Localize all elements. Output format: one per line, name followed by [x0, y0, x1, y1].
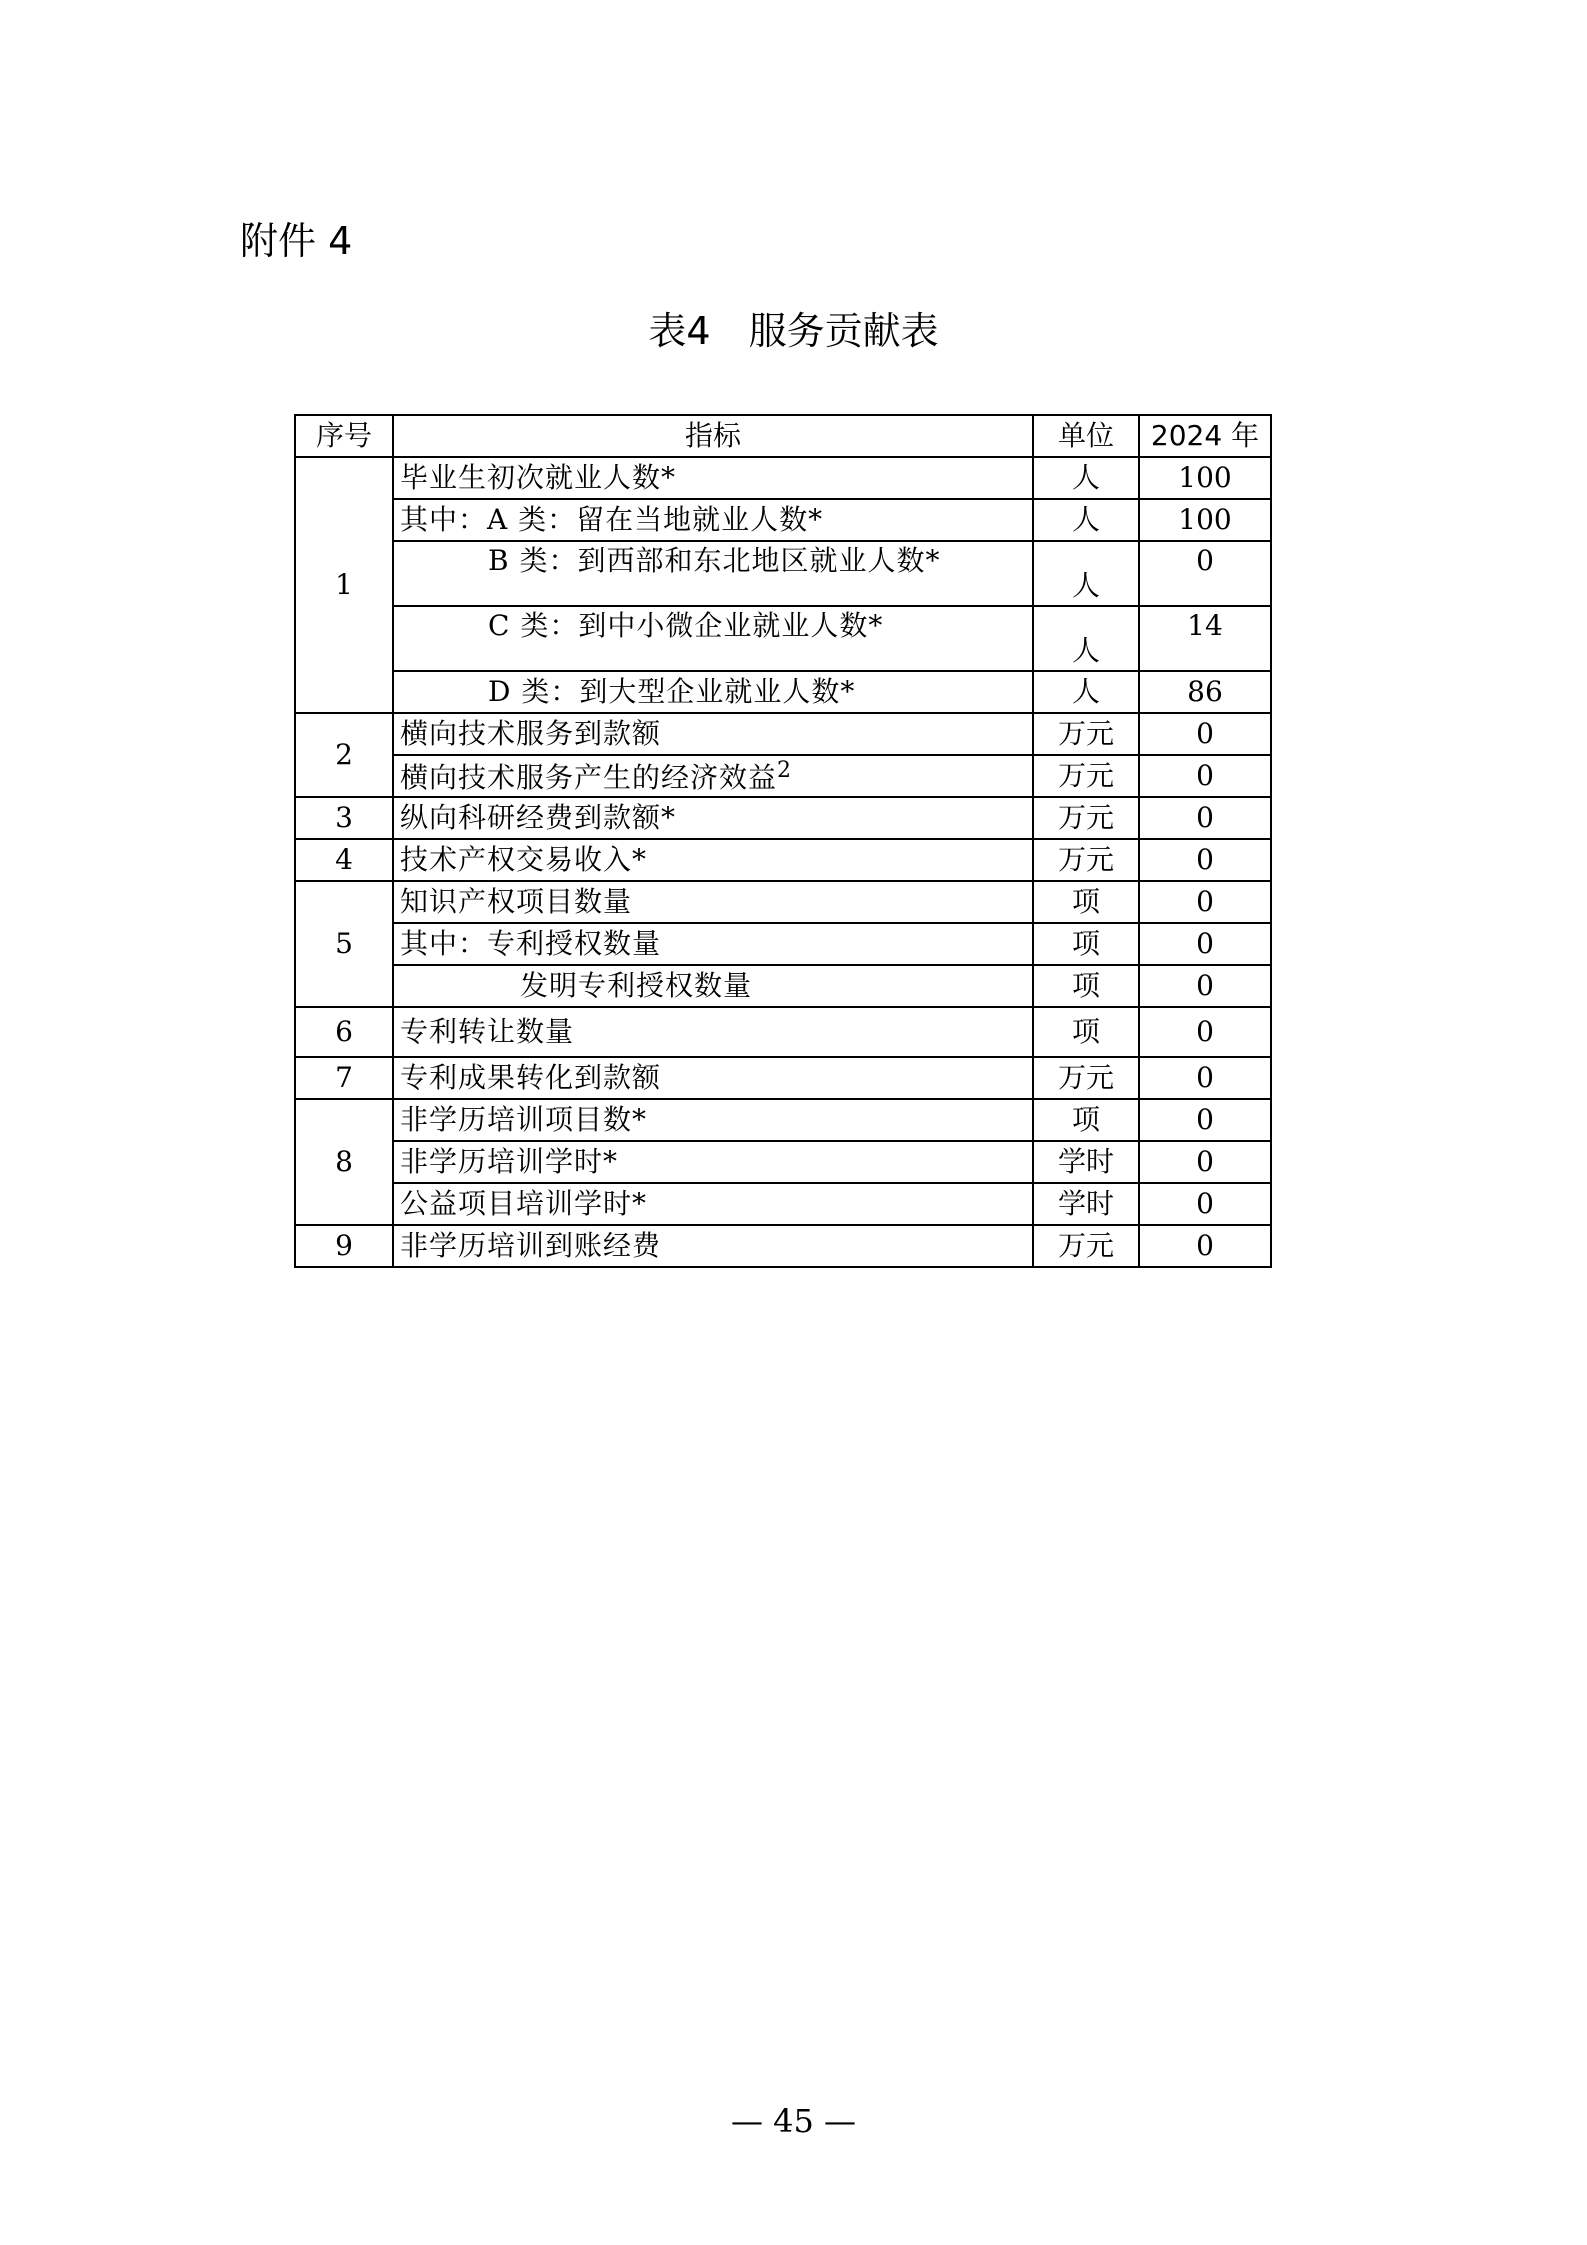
indicator-value: 0 [1139, 1099, 1271, 1141]
indicator-unit: 学时 [1033, 1183, 1139, 1225]
table-row [295, 1141, 1271, 1183]
indicator-unit: 万元 [1033, 1225, 1139, 1267]
group-number: 4 [295, 839, 393, 881]
indicator-value: 100 [1139, 457, 1271, 499]
indicator-name: 其中：A 类：留在当地就业人数* [393, 499, 1033, 541]
table-row [295, 457, 1271, 499]
table-row [295, 1099, 1271, 1141]
indicator-name: 横向技术服务产生的经济效益 [400, 760, 778, 794]
group-number: 6 [295, 1007, 393, 1057]
indicator-value: 0 [1139, 541, 1271, 606]
indicator-value: 0 [1139, 1141, 1271, 1183]
indicator-unit: 万元 [1033, 1057, 1139, 1099]
indicator-unit: 学时 [1033, 1141, 1139, 1183]
indicator-value: 0 [1139, 1225, 1271, 1267]
indicator-value: 0 [1139, 839, 1271, 881]
table-row [295, 541, 1271, 606]
table-header-row [295, 415, 1271, 457]
indicator-unit: 人 [1033, 671, 1139, 713]
indicator-unit: 人 [1033, 606, 1139, 671]
indicator-unit: 人 [1033, 457, 1139, 499]
table-row [295, 839, 1271, 881]
table-row [295, 606, 1271, 671]
indicator-value: 0 [1139, 755, 1271, 797]
group-number: 5 [295, 881, 393, 1007]
indicator-name: 发明专利授权数量 [393, 965, 1033, 1007]
table-row [295, 755, 1271, 797]
indicator-name: 公益项目培训学时* [393, 1183, 1033, 1225]
indicator-value: 14 [1139, 606, 1271, 671]
indicator-name: 知识产权项目数量 [393, 881, 1033, 923]
indicator-value: 0 [1139, 713, 1271, 755]
indicator-name: 非学历培训学时* [393, 1141, 1033, 1183]
indicator-unit: 项 [1033, 923, 1139, 965]
group-number: 2 [295, 713, 393, 797]
indicator-name: 横向技术服务到款额 [393, 713, 1033, 755]
table-row [295, 797, 1271, 839]
indicator-name-cell [393, 755, 1033, 797]
indicator-name: 其中：专利授权数量 [393, 923, 1033, 965]
indicator-name: C 类：到中小微企业就业人数* [393, 606, 1033, 671]
indicator-value: 0 [1139, 1007, 1271, 1057]
table-title: 表4 服务贡献表 [648, 309, 939, 353]
indicator-unit: 项 [1033, 965, 1139, 1007]
indicator-value: 100 [1139, 499, 1271, 541]
indicator-name: 纵向科研经费到款额* [393, 797, 1033, 839]
indicator-unit: 万元 [1033, 713, 1139, 755]
indicator-value: 0 [1139, 965, 1271, 1007]
indicator-name: 专利成果转化到款额 [393, 1057, 1033, 1099]
header-year: 2024 年 [1139, 415, 1271, 457]
footnote-marker: 2 [777, 757, 793, 783]
attachment-label: 附件 4 [240, 219, 353, 263]
group-number: 3 [295, 797, 393, 839]
table-row [295, 881, 1271, 923]
indicator-unit: 人 [1033, 499, 1139, 541]
table-row [295, 1225, 1271, 1267]
header-no: 序号 [295, 415, 393, 457]
table-row [295, 713, 1271, 755]
table-row [295, 499, 1271, 541]
indicator-value: 0 [1139, 923, 1271, 965]
indicator-unit: 万元 [1033, 755, 1139, 797]
indicator-name: 技术产权交易收入* [393, 839, 1033, 881]
indicator-unit: 人 [1033, 541, 1139, 606]
indicator-value: 0 [1139, 1183, 1271, 1225]
table-row [295, 1183, 1271, 1225]
table-row [295, 1007, 1271, 1057]
header-unit: 单位 [1033, 415, 1139, 457]
group-number: 7 [295, 1057, 393, 1099]
indicator-value: 0 [1139, 797, 1271, 839]
indicator-value: 0 [1139, 1057, 1271, 1099]
table-row [295, 965, 1271, 1007]
indicator-name: 专利转让数量 [393, 1007, 1033, 1057]
indicator-unit: 项 [1033, 881, 1139, 923]
indicator-name: D 类：到大型企业就业人数* [393, 671, 1033, 713]
header-indicator: 指标 [393, 415, 1033, 457]
group-number: 8 [295, 1099, 393, 1225]
indicator-value: 0 [1139, 881, 1271, 923]
indicator-unit: 万元 [1033, 839, 1139, 881]
indicator-unit: 万元 [1033, 797, 1139, 839]
indicator-name: 非学历培训到账经费 [393, 1225, 1033, 1267]
page-number: — 45 — [730, 2102, 857, 2140]
indicator-name: B 类：到西部和东北地区就业人数* [393, 541, 1033, 606]
indicator-name: 非学历培训项目数* [393, 1099, 1033, 1141]
table-row [295, 1057, 1271, 1099]
service-contribution-table [294, 414, 1272, 1268]
table-row [295, 671, 1271, 713]
indicator-name: 毕业生初次就业人数* [393, 457, 1033, 499]
table-row [295, 923, 1271, 965]
group-number: 1 [295, 457, 393, 713]
indicator-unit: 项 [1033, 1099, 1139, 1141]
group-number: 9 [295, 1225, 393, 1267]
indicator-unit: 项 [1033, 1007, 1139, 1057]
indicator-value: 86 [1139, 671, 1271, 713]
